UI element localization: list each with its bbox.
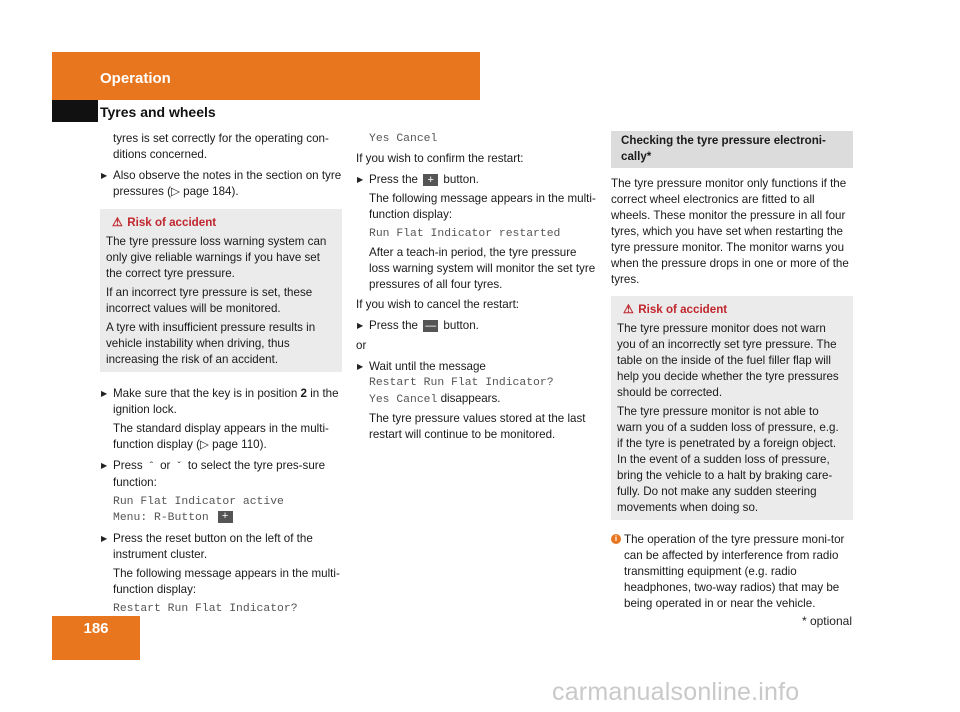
warning-text: The tyre pressure monitor does not warn you of an incorrectly set tyre pressure. The table on the inside of the fuel filler flap will help you decide whether the tyre pressures should be corrected.: [617, 322, 839, 399]
item-text: disappears.: [437, 392, 501, 405]
column-1: [100, 131, 342, 617]
paragraph: If you wish to cancel the restart:: [356, 298, 520, 311]
display-message-text: Yes Cancel: [369, 394, 438, 406]
info-text: The operation of the tyre pressure moni-tor can be affected by interference from radio transmitting equipment (e.g. radio headphones, two-way radios) that may be being operated in or near the vehicle.: [624, 533, 845, 610]
warning-icon: ⚠: [112, 215, 123, 229]
list-item: [356, 318, 600, 334]
key-position: 2: [300, 387, 307, 400]
warning-title: [106, 214, 336, 231]
warning-box: [611, 296, 853, 520]
header-tab-marker: [52, 100, 98, 122]
item-text: or: [156, 459, 174, 472]
display-message: Restart Run Flat Indicator?: [369, 377, 554, 389]
footnote: * optional: [801, 614, 852, 628]
paragraph: The tyre pressure monitor only functions if the correct wheel electronics are fitted to all wheels. These monitor the pressure in all four tyres, which you have set when restarting the tyre pressure monitor. The monitor warns you when the pressure drops in one or more of the tyres.: [611, 177, 849, 286]
column-3: [611, 131, 853, 612]
up-button-icon: ˆ: [149, 461, 154, 472]
item-subtext: After a teach-in period, the tyre pressure loss warning system will monitor the set tyre pressures of all four tyres.: [369, 246, 596, 291]
item-text: Wait until the message: [369, 360, 486, 373]
down-button-icon: ˇ: [177, 461, 181, 472]
item-text: Make sure that the key is in position: [113, 387, 301, 400]
arrow-icon: ▶: [101, 461, 108, 470]
info-note: [611, 532, 853, 612]
paragraph: or: [356, 339, 367, 352]
warning-text: The tyre pressure monitor is not able to warn you of a sudden loss of pressure, e.g. if the tyre is penetrated by a foreign object. In the event of a sudden loss of pressure, bring the vehicle to a halt by braking care-fully. Do not make any sudden steering movements when doing so.: [617, 405, 839, 514]
item-subtext: The following message appears in the multi-function display:: [369, 192, 596, 221]
warning-box: [100, 209, 342, 372]
item-subtext: The standard display appears in the multi-function display (▷ page 110).: [113, 422, 329, 451]
section-title: Operation: [100, 70, 171, 87]
list-item: [356, 172, 600, 293]
display-message-text: Menu: R-Button: [113, 512, 209, 524]
list-item: [100, 386, 342, 453]
display-message: Run Flat Indicator active: [113, 496, 284, 508]
item-text: in the ignition lock.: [113, 387, 339, 416]
display-message: Run Flat Indicator restarted: [369, 228, 561, 240]
item-text: Press the: [369, 319, 422, 332]
item-text: button.: [440, 319, 479, 332]
list-item: [100, 168, 342, 200]
subsection-title: Tyres and wheels: [100, 104, 216, 120]
arrow-icon: ▶: [101, 171, 108, 180]
continued-text: tyres is set correctly for the operating con-ditions concerned.: [113, 132, 329, 161]
list-item: [356, 359, 600, 443]
arrow-icon: ▶: [357, 321, 364, 330]
arrow-icon: ▶: [357, 362, 364, 371]
warning-text: The tyre pressure loss warning system can only give reliable warnings if you have set the correct tyre pressure.: [106, 235, 327, 280]
column-2: [356, 131, 600, 443]
warning-text: A tyre with insufficient pressure results in vehicle instability when driving, thus increasing the risk of an accident.: [106, 321, 316, 366]
item-text: button.: [440, 173, 479, 186]
display-message: [369, 391, 600, 408]
arrow-icon: ▶: [357, 175, 364, 184]
plus-key-icon: +: [423, 174, 438, 186]
item-subtext: The following message appears in the multi-function display:: [113, 567, 340, 596]
item-subtext: The tyre pressure values stored at the last restart will continue to be monitored.: [369, 412, 586, 441]
minus-key-icon: —: [425, 319, 437, 332]
display-message: Restart Run Flat Indicator?: [113, 603, 298, 615]
warning-title: [617, 301, 847, 318]
item-text: Also observe the notes in the section on tyre pressures (▷ page 184).: [113, 169, 342, 198]
warning-title-text: Risk of accident: [638, 303, 728, 316]
section-heading: Checking the tyre pressure electroni-cally*: [611, 131, 853, 168]
warning-title-text: Risk of accident: [127, 216, 217, 229]
info-icon: i: [611, 534, 621, 544]
display-message: [113, 510, 342, 526]
item-text: to select the tyre pres-sure function:: [113, 459, 326, 489]
item-text: Press the: [369, 173, 422, 186]
plus-key-icon: +: [218, 511, 233, 523]
list-item: [100, 458, 342, 526]
warning-text: If an incorrect tyre pressure is set, these incorrect values will be monitored.: [106, 286, 313, 315]
display-message: Yes Cancel: [369, 133, 438, 145]
page-number: 186: [83, 620, 109, 637]
watermark: carmanualsonline.info: [552, 678, 800, 706]
arrow-icon: ▶: [101, 534, 108, 543]
list-item: [100, 531, 342, 617]
arrow-icon: ▶: [101, 389, 108, 398]
warning-icon: ⚠: [623, 302, 634, 316]
paragraph: If you wish to confirm the restart:: [356, 152, 524, 165]
item-text: Press: [113, 459, 146, 472]
item-text: Press the reset button on the left of the instrument cluster.: [113, 532, 313, 561]
